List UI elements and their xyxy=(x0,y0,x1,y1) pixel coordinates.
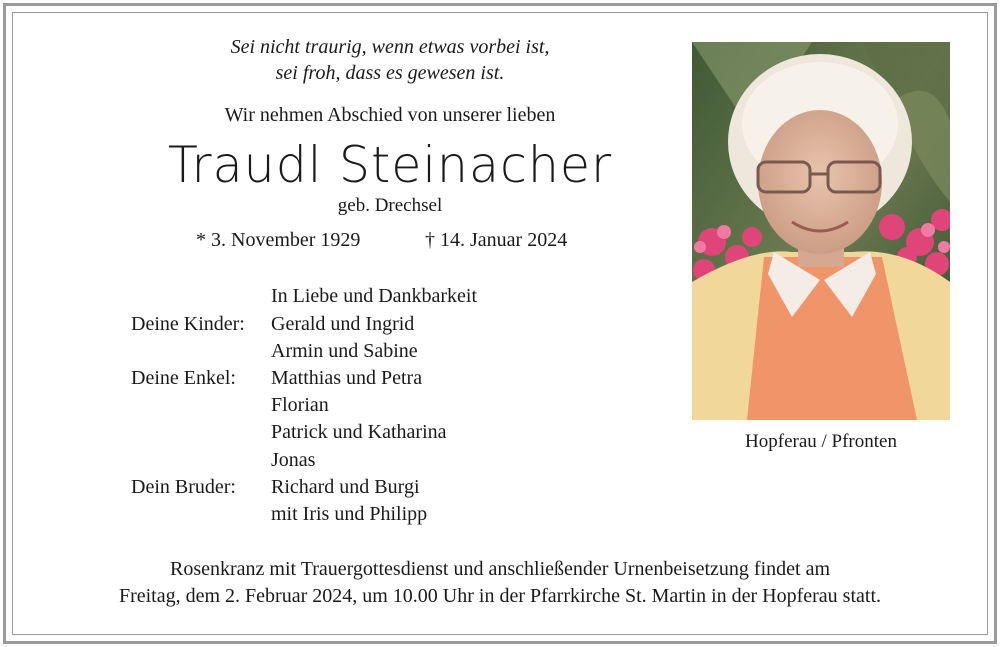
deceased-name: Traudl Steinacher xyxy=(167,136,613,194)
motto-line-2: sei froh, dass es gewesen ist. xyxy=(275,62,505,84)
family-name: mit Iris und Philipp xyxy=(271,503,428,525)
announcement-line-1: Rosenkranz mit Trauergottesdienst und anschließender Urnenbeisetzung findet am xyxy=(169,558,831,580)
family-name: Richard und Burgi xyxy=(271,476,420,498)
family-heading: In Liebe und Dankbarkeit xyxy=(271,285,478,307)
family-name: Patrick und Katharina xyxy=(271,421,447,443)
family-group-label: Dein Bruder: xyxy=(131,476,236,498)
family-name: Jonas xyxy=(271,449,316,471)
motto-line-1: Sei nicht traurig, wenn etwas vorbei ist, xyxy=(230,36,550,58)
portrait-photo xyxy=(692,42,950,420)
intro-text: Wir nehmen Abschied von unserer lieben xyxy=(224,104,556,126)
family-group-label: Deine Kinder: xyxy=(131,313,245,335)
family-name: Gerald und Ingrid xyxy=(271,313,415,335)
birth-date: * 3. November 1929 xyxy=(196,229,361,251)
family-name: Matthias und Petra xyxy=(271,367,423,389)
death-date: † 14. Januar 2024 xyxy=(425,229,568,251)
family-group-label: Deine Enkel: xyxy=(131,367,236,389)
announcement-line-2: Freitag, dem 2. Februar 2024, um 10.00 Uhr in der Pfarrkirche St. Martin in der Hopferau statt. xyxy=(118,585,882,607)
photo-caption: Hopferau / Pfronten xyxy=(745,431,897,452)
family-name: Armin und Sabine xyxy=(271,340,418,362)
family-name: Florian xyxy=(271,394,329,416)
maiden-name: geb. Drechsel xyxy=(337,195,443,216)
